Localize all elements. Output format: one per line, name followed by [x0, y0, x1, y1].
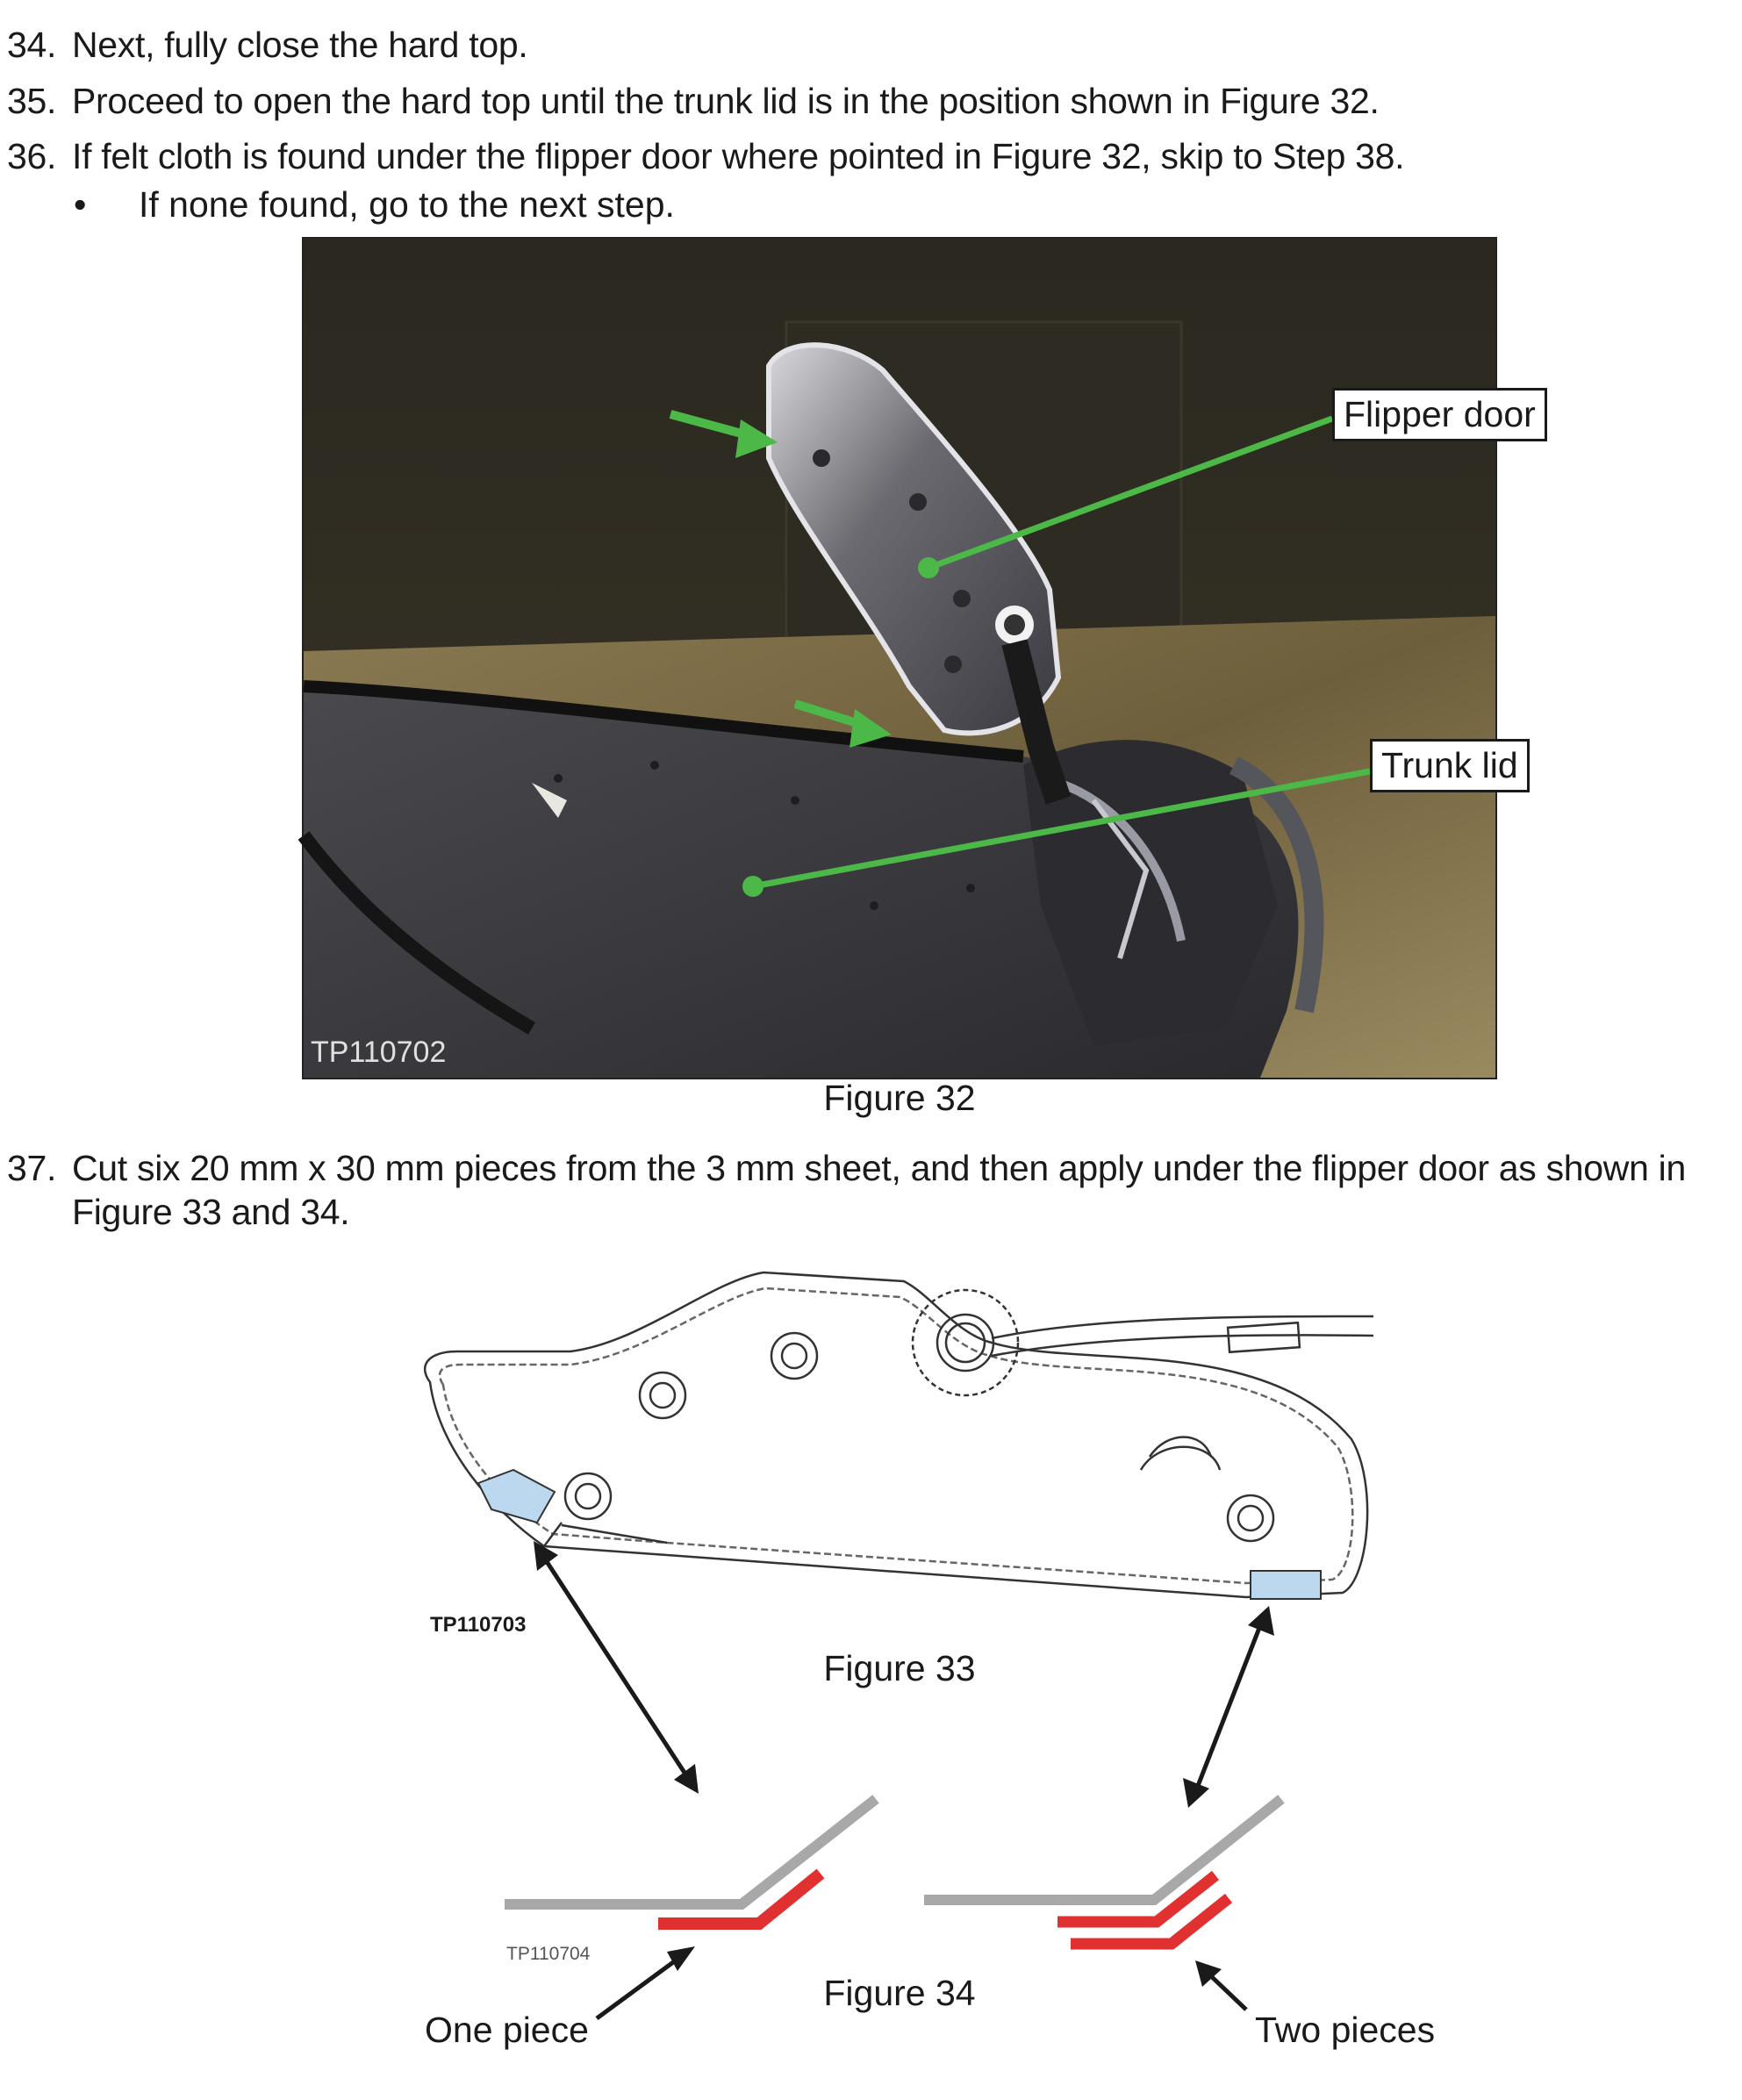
step-text: Next, fully close the hard top. [72, 25, 528, 65]
figure-32-code: TP110702 [311, 1036, 447, 1069]
figure-34-code: TP110704 [506, 1944, 591, 1964]
figure-33-code: TP110703 [430, 1613, 527, 1637]
step-number: 36. [7, 136, 57, 176]
one-piece-label: One piece [425, 2010, 589, 2050]
figure-33-caption: Figure 33 [823, 1648, 976, 1688]
step-text: Cut six 20 mm x 30 mm pieces from the 3 mm sheet, and then apply under the flipper door as shown in [72, 1148, 1686, 1188]
step-35 [7, 79, 1380, 123]
bullet-text: If none found, go to the next step. [139, 184, 675, 225]
two-pieces-label: Two pieces [1255, 2010, 1436, 2050]
flipper-door-label: Flipper door [1332, 388, 1547, 441]
flipper-door-outline [425, 1272, 1373, 1597]
step-37 [7, 1146, 1686, 1190]
bullet-symbol: • [74, 184, 87, 225]
step-text: If felt cloth is found under the flipper door where pointed in Figure 32, skip to Step 38. [72, 136, 1405, 176]
step-36 [7, 134, 1404, 178]
trunk-lid-label: Trunk lid [1370, 739, 1530, 792]
step-number: 34. [7, 25, 57, 65]
step-34 [7, 23, 527, 67]
figure-32-photo [302, 237, 1536, 1079]
step-number: 35. [7, 81, 57, 121]
step-number: 37. [7, 1148, 57, 1188]
step-text: Proceed to open the hard top until the trunk lid is in the position shown in Figure 32. [72, 81, 1380, 121]
step-37-continued: Figure 33 and 34. [72, 1192, 350, 1232]
photo-illustration [304, 239, 1495, 1078]
figure-34-caption: Figure 34 [823, 1973, 976, 2013]
sub-bullet [74, 183, 675, 226]
figure-32-caption: Figure 32 [823, 1078, 976, 1118]
